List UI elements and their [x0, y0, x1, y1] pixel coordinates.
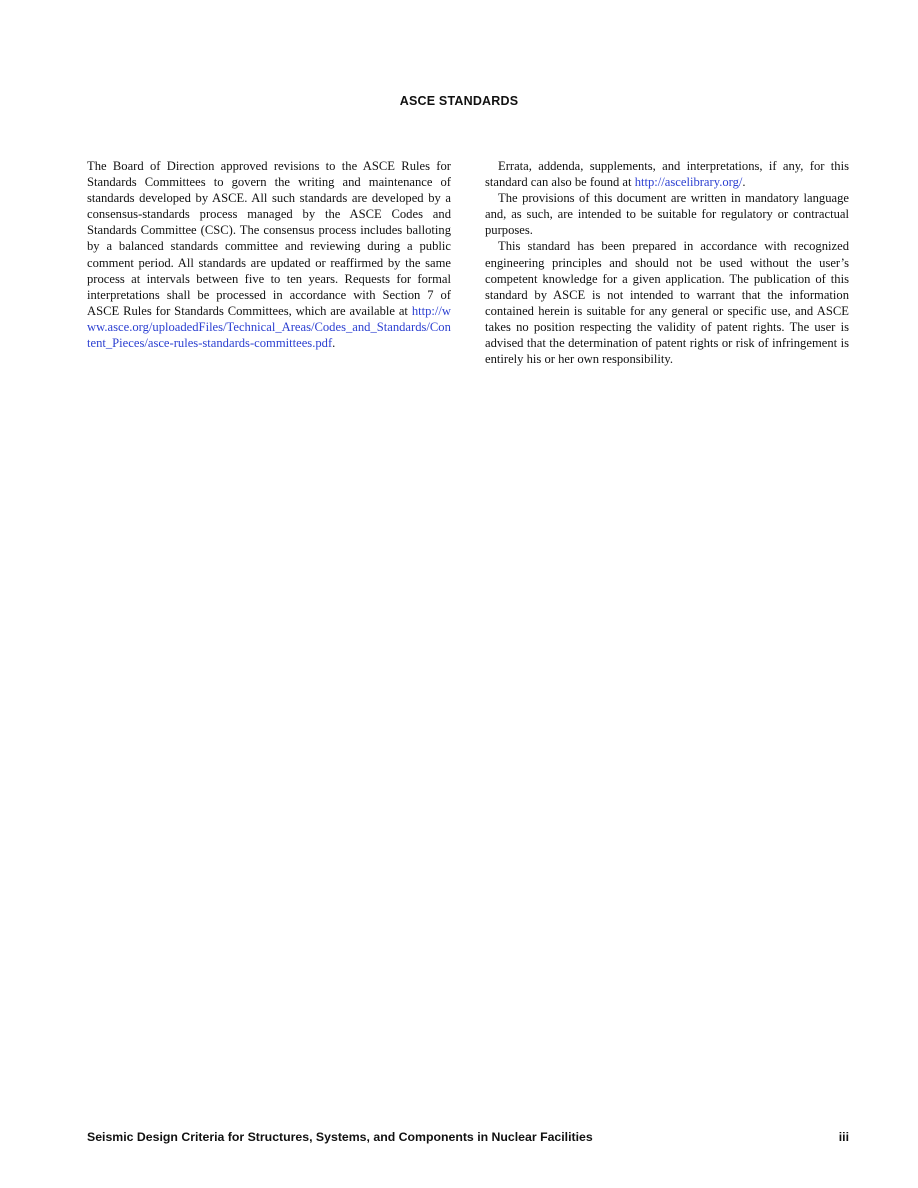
page-number: iii [838, 1130, 849, 1144]
ascelibrary-link[interactable]: http://ascelibrary.org/ [634, 175, 743, 190]
asce-rules-link[interactable]: http://www.asce.org/uploadedFiles/Technical_Areas/Codes_and_Standards/Content_Pieces/asce-rules-standards-committees.pdf [87, 303, 451, 351]
paragraph-text: Errata, addenda, supplements, and interpretations, if any, for this standard can also be found at [485, 159, 849, 190]
disclaimer-paragraph: This standard has been prepared in accordance with recognized engineering principles and should not be used without the user’s competent knowledge for a given application. The publication of this standard by ASCE is not intended to warrant that the information contained herein is suitable for any general or specific use, and ASCE takes no position respecting the validity of patent rights. The user is advised that the determination of patent rights or risk of infringement is entirely his or her own responsibility. [485, 239, 849, 367]
left-column [87, 158, 451, 351]
paragraph-end: . [742, 175, 746, 190]
footer-title: Seismic Design Criteria for Structures, Systems, and Components in Nuclear Facilities [87, 1130, 593, 1144]
paragraph-text: The Board of Direction approved revisions to the ASCE Rules for Standards Committees to govern the writing and maintenance of standards developed by ASCE. All such standards are developed by a consensus-standards process managed by the ASCE Codes and Standards Committee (CSC). The consensus process includes balloting by a balanced standards committee and reviewing during a public comment period. All standards are updated or reaffirmed by the same process at intervals between five to ten years. Requests for formal interpretations shall be processed in accordance with Section 7 of ASCE Rules for Standards Committees, which are available at [87, 159, 451, 318]
paragraph-end: . [332, 336, 336, 351]
page-title: ASCE STANDARDS [399, 94, 519, 108]
page-footer [87, 1130, 849, 1144]
errata-paragraph [485, 158, 849, 190]
provisions-paragraph: The provisions of this document are written in mandatory language and, as such, are intended to be suitable for regulatory or contractual purposes. [485, 191, 849, 238]
right-column [485, 158, 849, 367]
standards-process-paragraph [87, 158, 451, 351]
